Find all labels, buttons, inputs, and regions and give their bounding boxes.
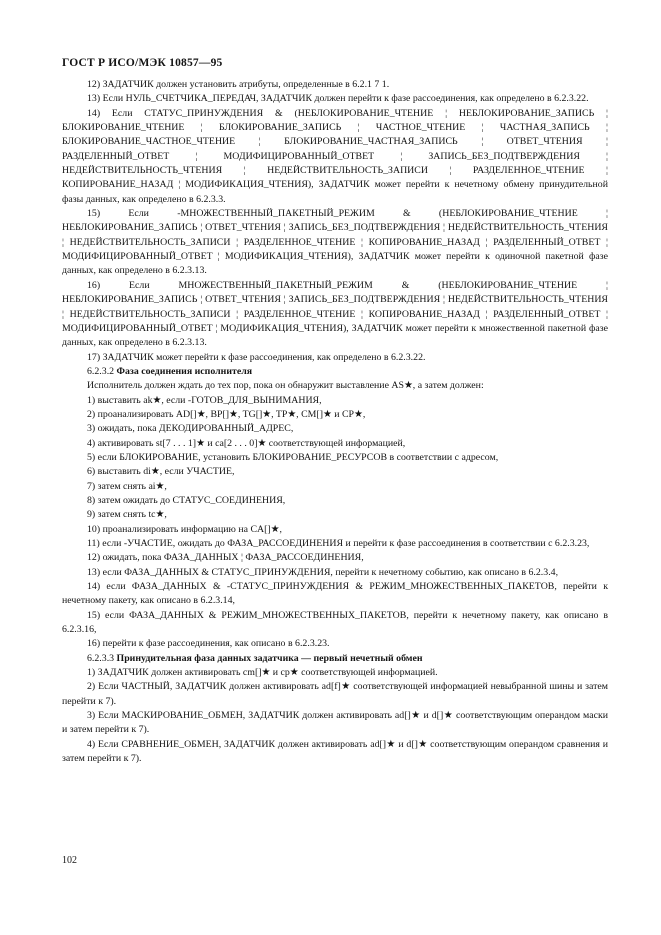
list-item: 8) затем ожидать до СТАТУС_СОЕДИНЕНИЯ, [87,494,286,506]
list-item: 2) Если ЧАСТНЫЙ, ЗАДАТЧИК должен активировать ad[f]★ соответствующей информацией невыбранной шины и затем перейти к 7). [62,681,608,707]
list-item: 13) если ФАЗА_ДАННЫХ & СТАТУС_ПРИНУЖДЕНИЯ, перейти к нечетному событию, как описано в 6.2.3.4, [87,566,559,578]
section-intro: Исполнитель должен ждать до тех пор, пока он обнаружит выставление AS★, а затем должен: [87,380,484,392]
page-number: 102 [62,855,77,866]
section-number: 6.2.3.2 [87,365,115,377]
list-item: 15) если ФАЗА_ДАННЫХ & РЕЖИМ_МНОЖЕСТВЕННЫХ_ПАКЕТОВ, перейти к нечетному пакету, как описано в 6.2.3.16, [62,609,608,636]
list-item: 4) Если СРАВНЕНИЕ_ОБМЕН, ЗАДАТЧИК должен активировать ad[]★ и d[]★ соответствующим операндом сравнения и затем перейти к 7). [62,738,608,765]
section-heading [62,652,608,666]
paragraph: 15) Если -МНОЖЕСТВЕННЫЙ_ПАКЕТНЫЙ_РЕЖИМ & (НЕБЛОКИРОВАНИЕ_ЧТЕНИЕ ¦ НЕБЛОКИРОВАНИЕ_ЗАПИСЬ ¦ ОТВЕТ_ЧТЕНИЯ ¦ ЗАПИСЬ_БЕЗ_ПОДТВЕРЖДЕНИЯ ¦ НЕДЕЙСТВИТЕЛЬНОСТЬ_ЧТЕНИЯ ¦ НЕДЕЙСТВИТЕЛЬНОСТЬ_ЗАПИСИ ¦ РАЗДЕЛЕННОЕ_ЧТЕНИЕ ¦ КОПИРОВАНИЕ_НАЗАД ¦ РАЗДЕЛЕННЫЙ_ОТВЕТ ¦ МОДИФИЦИРОВАННЫЙ_ОТВЕТ ¦ МОДИФИКАЦИЯ_ЧТЕНИЯ), ЗАДАТЧИК может перейти к одиночной пакетной фазе данных, как определено в 6.2.3.13. [62,208,608,277]
section-title: Принудительная фаза данных задатчика — первый нечетный обмен [116,652,423,664]
document-body [62,78,608,767]
paragraph: 14) Если СТАТУС_ПРИНУЖДЕНИЯ & (НЕБЛОКИРОВАНИЕ_ЧТЕНИЕ ¦ НЕБЛОКИРОВАНИЕ_ЗАПИСЬ ¦ БЛОКИРОВАНИЕ_ЧТЕНИЕ ¦ БЛОКИРОВАНИЕ_ЗАПИСЬ ¦ ЧАСТНОЕ_ЧТЕНИЕ ¦ ЧАСТНАЯ_ЗАПИСЬ ¦ БЛОКИРОВАНИЕ_ЧАСТНОЕ_ЧТЕНИЕ ¦ БЛОКИРОВАНИЕ_ЧАСТНАЯ_ЗАПИСЬ ¦ ОТВЕТ_ЧТЕНИЯ ¦ РАЗДЕЛЕННЫЙ_ОТВЕТ ¦ МОДИФИЦИРОВАННЫЙ_ОТВЕТ ¦ ЗАПИСЬ_БЕЗ_ПОДТВЕРЖДЕНИЯ ¦ НЕДЕЙСТВИТЕЛЬНОСТЬ_ЧТЕНИЯ ¦ НЕДЕЙСТВИТЕЛЬНОСТЬ_ЗАПИСИ ¦ РАЗДЕЛЕННОЕ_ЧТЕНИЕ ¦ КОПИРОВАНИЕ_НАЗАД ¦ МОДИФИКАЦИЯ_ЧТЕНИЯ), ЗАДАТЧИК может перейти к нечетному обмену принудительной фазы данных, как определено в 6.2.3.3. [62,107,608,205]
list-item: 16) перейти к фазе рассоединения, как описано в 6.2.3.23. [87,638,330,650]
paragraph: 12) ЗАДАТЧИК должен установить атрибуты, определенные в 6.2.1 7 1. [87,79,390,90]
list-item: 6) выставить di★, если УЧАСТИЕ, [87,466,235,478]
section-heading [62,365,608,379]
list-item: 3) Если МАСКИРОВАНИЕ_ОБМЕН, ЗАДАТЧИК должен активировать ad[]★ и d[]★ соответствующим операндом маски и затем перейти к 7). [62,710,608,736]
list-item: 1) выставить ak★, если -ГОТОВ_ДЛЯ_ВЫНИМАНИЯ, [87,394,322,406]
list-item: 9) затем снять tc★, [87,509,167,521]
list-item: 14) если ФАЗА_ДАННЫХ & -СТАТУС_ПРИНУЖДЕНИЯ & РЕЖИМ_МНОЖЕСТВЕННЫХ_ПАКЕТОВ, перейти к нечетному пакету, как описано в 6.2.3.14, [62,581,608,607]
list-item: 3) ожидать, пока ДЕКОДИРОВАННЫЙ_АДРЕС, [87,423,294,435]
paragraph: 16) Если МНОЖЕСТВЕННЫЙ_ПАКЕТНЫЙ_РЕЖИМ & (НЕБЛОКИРОВАНИЕ_ЧТЕНИЕ ¦ НЕБЛОКИРОВАНИЕ_ЗАПИСЬ ¦ ОТВЕТ_ЧТЕНИЯ ¦ ЗАПИСЬ_БЕЗ_ПОДТВЕРЖДЕНИЯ ¦ НЕДЕЙСТВИТЕЛЬНОСТЬ_ЧТЕНИЯ ¦ НЕДЕЙСТВИТЕЛЬНОСТЬ_ЗАПИСИ ¦ РАЗДЕЛЕННОЕ_ЧТЕНИЕ ¦ КОПИРОВАНИЕ_НАЗАД ¦ РАЗДЕЛЕННЫЙ_ОТВЕТ ¦ МОДИФИЦИРОВАННЫЙ_ОТВЕТ ¦ МОДИФИКАЦИЯ_ЧТЕНИЯ), ЗАДАТЧИК может перейти к множественной пакетной фазе данных, как определено в 6.2.3.13. [62,279,608,349]
list-item: 1) ЗАДАТЧИК должен активировать cm[]★ и cp★ соответствующей информацией. [87,667,438,679]
section-title: Фаза соединения исполнителя [116,365,253,377]
list-item: 2) проанализировать AD[]★, BP[]★, TG[]★, TP★, CM[]★ и CP★, [87,408,366,420]
paragraph: 13) Если НУЛЬ_СЧЕТЧИКА_ПЕРЕДАЧ, ЗАДАТЧИК должен перейти к фазе рассоединения, как определено в 6.2.3.22. [87,93,589,105]
list-item: 7) затем снять ai★, [87,480,167,492]
list-item: 5) если БЛОКИРОВАНИЕ, установить БЛОКИРОВАНИЕ_РЕСУРСОВ в соответствии с адресом, [87,451,499,463]
list-item: 12) ожидать, пока ФАЗА_ДАННЫХ ¦ ФАЗА_РАССОЕДИНЕНИЯ, [87,552,364,564]
list-item: 4) активировать st[7 . . . 1]★ и ca[2 . . . 0]★ соответствующей информацией, [87,437,406,449]
paragraph: 17) ЗАДАТЧИК может перейти к фазе рассоединения, как определено в 6.2.3.22. [87,351,426,363]
list-item: 10) проанализировать информацию на CA[]★, [87,523,282,535]
list-item: 11) если -УЧАСТИЕ, ожидать до ФАЗА_РАССОЕДИНЕНИЯ и перейти к фазе рассоединения в соответствии с 6.2.3.23, [87,538,590,549]
section-number: 6.2.3.3 [87,652,115,664]
document-header: ГОСТ Р ИСО/МЭК 10857—95 [62,57,223,69]
